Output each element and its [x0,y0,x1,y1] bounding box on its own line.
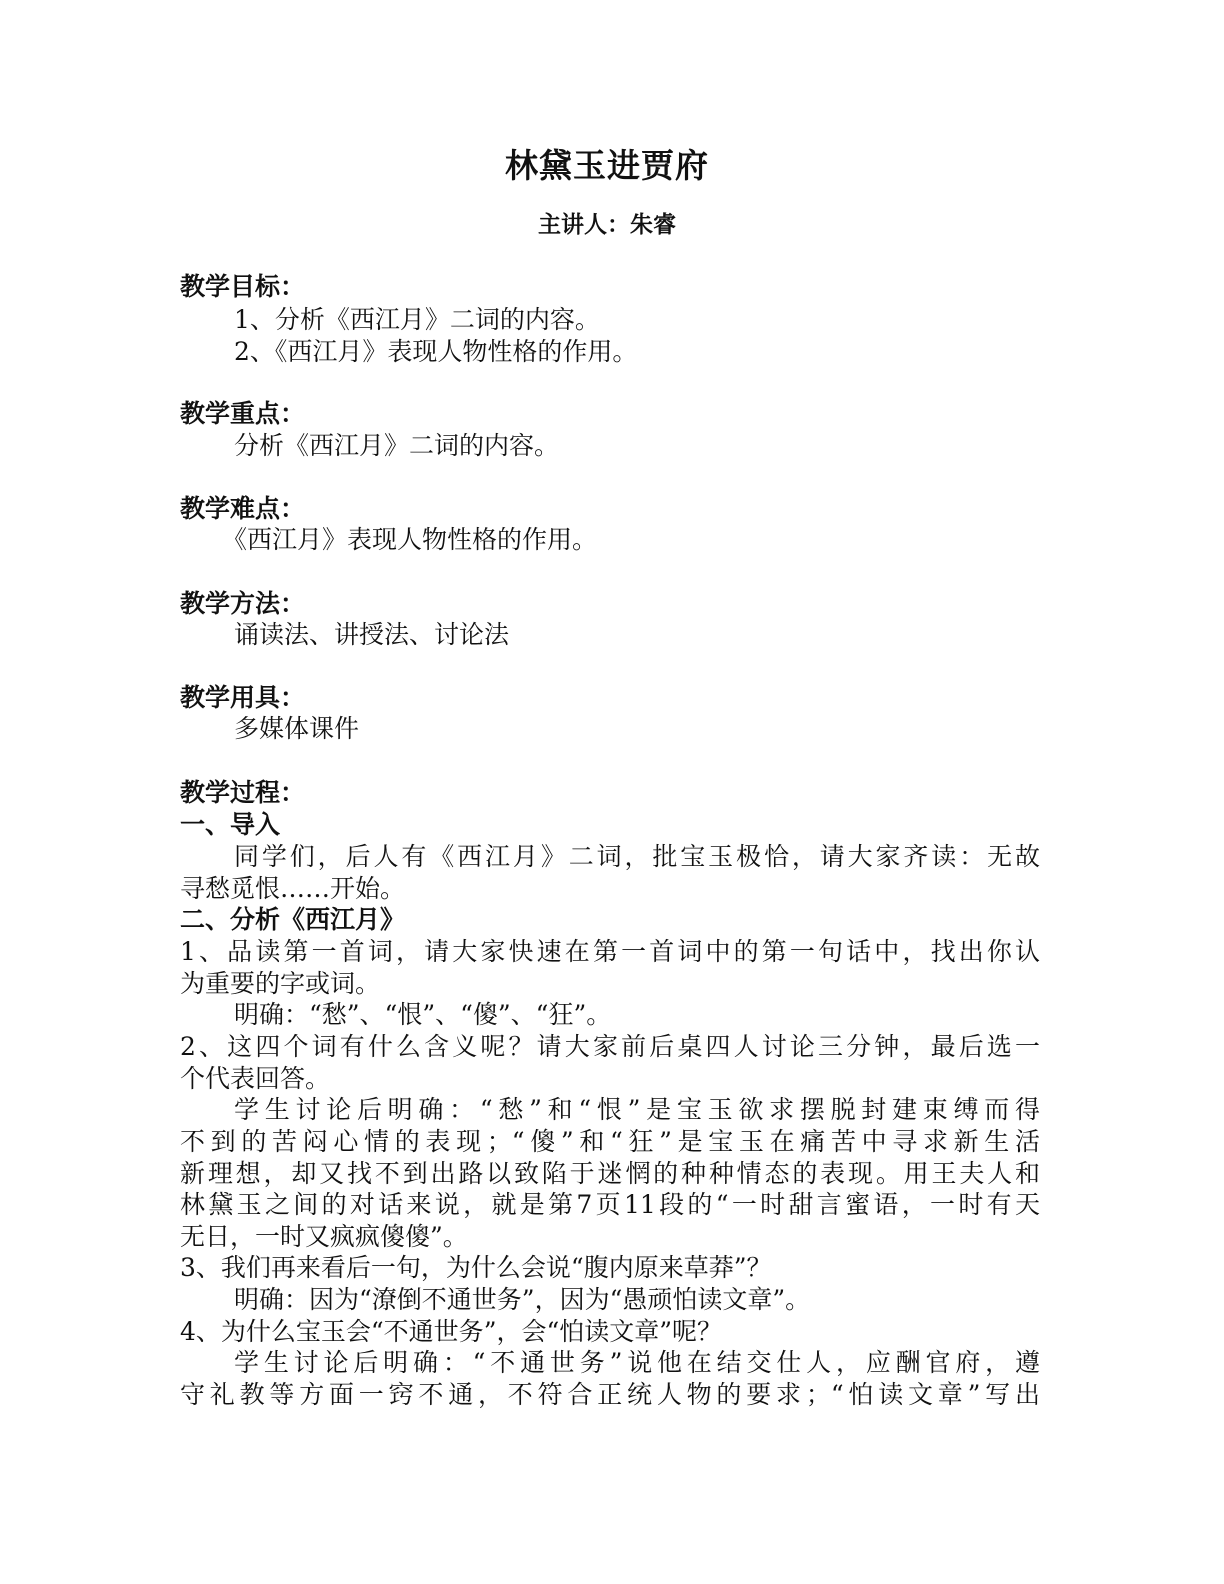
paragraph-line: 学生讨论后明确：“不通世务”说他在结交仕人，应酬官府，遵 [234,1348,1040,1377]
paragraph-line: 学生讨论后明确：“愁”和“恨”是宝玉欲求摆脱封建束缚而得 [234,1095,1040,1124]
section-2-heading: 二、分析《西江月》 [180,905,406,934]
paragraph-line: 1、品读第一首词，请大家快速在第一首词中的第一句话中，找出你认 [180,937,1040,966]
key-point-heading: 教学重点： [180,399,306,428]
key-point-text: 分析《西江月》二词的内容。 [234,431,560,460]
tools-text: 多媒体课件 [234,714,360,743]
paragraph-line: 2、这四个词有什么含义呢？请大家前后桌四人讨论三分钟，最后选一 [180,1032,1040,1061]
paragraph-line: 林黛玉之间的对话来说，就是第7页11段的“一时甜言蜜语，一时有天 [180,1190,1040,1219]
difficulty-text: 《西江月》表现人物性格的作用。 [222,525,598,554]
paragraph-line: 寻愁觅恨……开始。 [180,874,406,903]
objectives-heading: 教学目标： [180,272,306,301]
paragraph-line: 4、为什么宝玉会“不通世务”，会“怕读文章”呢？ [180,1317,723,1346]
paragraph-line: 个代表回答。 [180,1064,331,1093]
paragraph-line: 无日，一时又疯疯傻傻”。 [180,1222,468,1251]
paragraph-line: 守礼教等方面一窍不通，不符合正统人物的要求；“怕读文章”写出 [180,1380,1040,1409]
paragraph-line: 为重要的字或词。 [180,969,381,998]
method-text: 诵读法、讲授法、讨论法 [234,620,510,649]
objective-item-1: 1、分析《西江月》二词的内容。 [234,305,600,334]
paragraph-line: 不到的苦闷心情的表现；“傻”和“狂”是宝玉在痛苦中寻求新生活 [180,1127,1040,1156]
paragraph-line: 明确：“愁”、“恨”、“傻”、“狂”。 [234,1000,612,1029]
page-title: 林黛玉进贾府 [505,146,709,185]
method-heading: 教学方法： [180,589,306,618]
objective-item-2: 2、《西江月》表现人物性格的作用。 [234,337,638,366]
paragraph-line: 新理想，却又找不到出路以致陷于迷惘的种种情态的表现。用王夫人和 [180,1159,1040,1188]
paragraph-line: 3、我们再来看后一句，为什么会说“腹内原来草莽”？ [180,1253,772,1282]
difficulty-heading: 教学难点： [180,494,306,523]
paragraph-line: 明确：因为“潦倒不通世务”，因为“愚顽怕读文章”。 [234,1285,811,1314]
section-1-heading: 一、导入 [180,810,281,839]
paragraph-line: 同学们，后人有《西江月》二词，批宝玉极恰，请大家齐读：无故 [234,842,1040,871]
presenter-line: 主讲人：朱睿 [538,212,676,238]
tools-heading: 教学用具： [180,683,306,712]
process-heading: 教学过程： [180,778,306,807]
